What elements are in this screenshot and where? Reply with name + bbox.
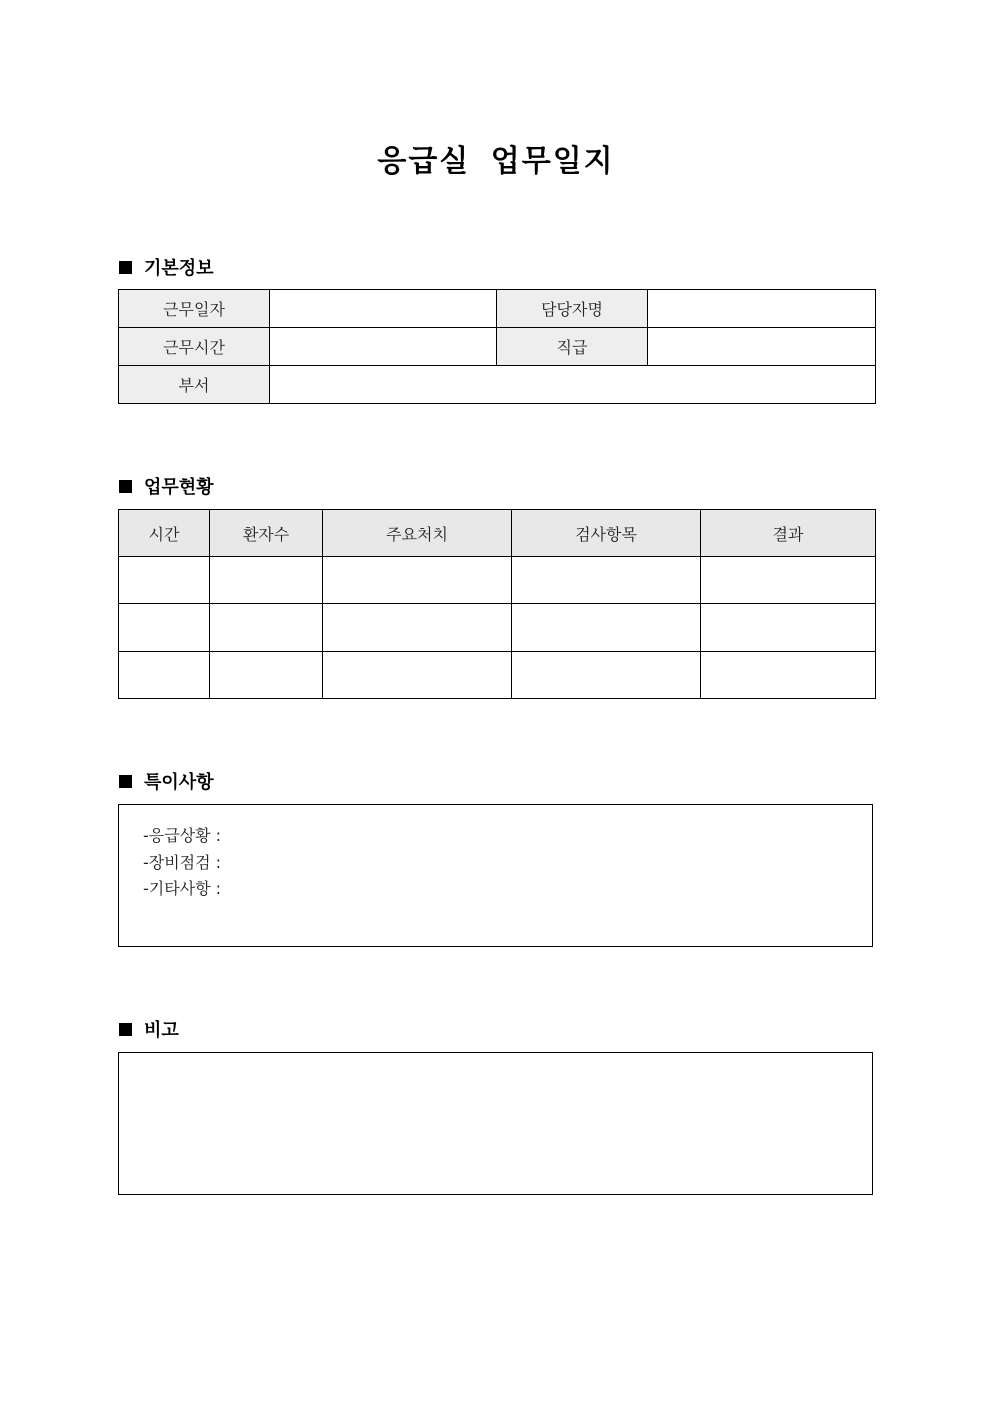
remarks-box[interactable] — [118, 1052, 873, 1195]
cell-patient-count[interactable] — [210, 604, 323, 652]
remarks-heading — [119, 1016, 179, 1042]
department-field[interactable] — [270, 366, 876, 404]
basic-info-heading — [119, 254, 214, 280]
cell-main-treatment[interactable] — [323, 557, 512, 604]
cell-test-items[interactable] — [512, 557, 701, 604]
document-title: 응급실 업무일지 — [377, 144, 615, 179]
cell-result[interactable] — [701, 557, 876, 604]
note-emergency-situation: -응급상황 : — [143, 826, 222, 845]
department-label: 부서 — [119, 366, 270, 404]
cell-time[interactable] — [119, 557, 210, 604]
cell-result[interactable] — [701, 604, 876, 652]
square-bullet-icon — [119, 1023, 132, 1036]
cell-time[interactable] — [119, 604, 210, 652]
work-hours-field[interactable] — [270, 328, 497, 366]
staff-name-field[interactable] — [648, 290, 876, 328]
special-notes-heading-label: 특이사항 — [144, 772, 214, 793]
column-header-test-items: 검사항목 — [512, 510, 701, 557]
basic-info-heading-label: 기본정보 — [144, 258, 214, 279]
staff-name-label: 담당자명 — [497, 290, 648, 328]
cell-patient-count[interactable] — [210, 652, 323, 699]
column-header-result: 결과 — [701, 510, 876, 557]
table-row — [119, 557, 876, 604]
note-other-matters: -기타사항 : — [143, 879, 222, 898]
column-header-patient-count: 환자수 — [210, 510, 323, 557]
column-header-time: 시간 — [119, 510, 210, 557]
table-row — [119, 652, 876, 699]
square-bullet-icon — [119, 775, 132, 788]
cell-test-items[interactable] — [512, 604, 701, 652]
work-date-label: 근무일자 — [119, 290, 270, 328]
remarks-heading-label: 비고 — [144, 1020, 179, 1041]
special-notes-box[interactable] — [118, 804, 873, 947]
work-date-field[interactable] — [270, 290, 497, 328]
work-status-table — [118, 509, 876, 699]
position-field[interactable] — [648, 328, 876, 366]
work-status-heading — [119, 473, 214, 499]
basic-info-table — [118, 289, 876, 404]
cell-main-treatment[interactable] — [323, 604, 512, 652]
table-row — [119, 604, 876, 652]
work-status-heading-label: 업무현황 — [144, 477, 214, 498]
note-equipment-check: -장비점검 : — [143, 852, 222, 872]
cell-main-treatment[interactable] — [323, 652, 512, 699]
square-bullet-icon — [119, 261, 132, 274]
special-notes-heading — [119, 768, 214, 794]
cell-time[interactable] — [119, 652, 210, 699]
column-header-main-treatment: 주요처치 — [323, 510, 512, 557]
position-label: 직급 — [497, 328, 648, 366]
square-bullet-icon — [119, 480, 132, 493]
cell-patient-count[interactable] — [210, 557, 323, 604]
cell-test-items[interactable] — [512, 652, 701, 699]
cell-result[interactable] — [701, 652, 876, 699]
work-hours-label: 근무시간 — [119, 328, 270, 366]
